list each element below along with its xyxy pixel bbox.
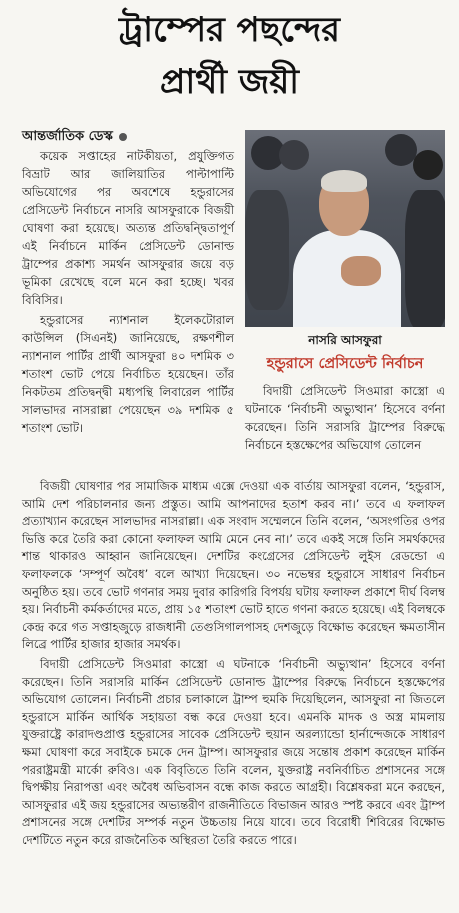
left-paragraph-2: হন্ডুরাসের ন্যাশনাল ইলেকটোরাল কাউন্সিল (সিএনই) জানিয়েছে, রক্ষণশীল ন্যাশনাল পার্টির প্রার্থী আসফুরা ৪০ দশমিক ৩ শতাংশ ভোট পেয়ে নির্বাচিত হয়েছেন। তাঁর নিকটতম প্রতিদ্বন্দ্বী মধ্যপন্থি লিবারেল পার্টির সালভাদর নাসরাল্লা পেয়েছেন ৩৯ দশমিক ৫ শতাংশ ভোট। <box>22 313 234 435</box>
photo-caption: নাসরি আসফুরা <box>308 333 382 347</box>
full-paragraph-1: বিজয়ী ঘোষণার পর সামাজিক মাধ্যম এক্সে দেওয়া এক বার্তায় আসফুরা বলেন, ‘হন্ডুরাস, আমি দেশ পরিচালনার জন্য প্রস্তুত। আমি আপনাদের হতাশ করব না।’ তবে এ ফলাফল প্রত্যাখ্যান করেছেন সালভাদর নাসরাল্লা। এক সংবাদ সম্মেলনে তিনি বলেন, ‘অসংগতির ওপর ভিত্তি করে তৈরি করা কোনো ফলাফল আমি মেনে নেব না।’ তবে একই সঙ্গে তিনি সমর্থকদের শান্ত থাকারও আহ্বান জানিয়েছেন। দেশটির কংগ্রেসের প্রেসিডেন্ট লুইস রেডন্ডো এ ফলাফলকে ‘সম্পূর্ণ অবৈধ’ বলে আখ্যা দিয়েছেন। ৩০ নভেম্বর হন্ডুরাসে সাধারণ নির্বাচন অনুষ্ঠিত হয়। তবে ভোট গণনার সময় দুবার কারিগরি বিপর্যয় ঘটায় ফলাফল প্রকাশে দীর্ঘ বিলম্ব হয়। নির্বাচনী কর্মকর্তাদের মতে, প্রায় ১৫ শতাংশ ভোট হাতে গণনা করতে হয়েছে। এই বিলম্বকে কেন্দ্র করে গত সপ্তাহজুড়ে রাজধানী তেগুসিগালপাসহ দেশজুড়ে বিক্ষোভ করেছেন ক্ষমতাসীন লিব্রে পার্টির হাজার হাজার সমর্থক। <box>22 479 445 652</box>
dept-label <box>22 127 127 148</box>
crowd-figure <box>413 150 443 180</box>
subheadline: হন্ডুরাসে প্রেসিডেন্ট নির্বাচন <box>266 356 424 372</box>
dept-text: আন্তর্জাতিক ডেস্ক <box>22 129 113 144</box>
man-hand <box>341 256 381 286</box>
crowd-figure <box>279 140 309 170</box>
crowd-figure <box>405 190 445 327</box>
headline-line-2: প্রার্থী জয়ী <box>160 62 299 102</box>
news-photo <box>245 130 445 327</box>
crowd-figure <box>385 134 417 166</box>
crowd-figure <box>245 190 289 310</box>
man-hair <box>321 170 367 192</box>
full-paragraph-2: বিদায়ী প্রেসিডেন্ট সিওমারা কাস্ত্রো এ ঘটনাকে ‘নির্বাচনী অভ্যুত্থান’ হিসেবে বর্ণনা করেছেন। তিনি সরাসরি মার্কিন প্রেসিডেন্ট ডোনাল্ড ট্রাম্পের বিরুদ্ধে নির্বাচনে হস্তক্ষেপের অভিযোগ তোলেন। নির্বাচনী প্রচার চলাকালে ট্রাম্প হুমকি দিয়েছিলেন, আসফুরা না জিতলে হন্ডুরাসে মার্কিন আর্থিক সহায়তা বন্ধ করে দেওয়া হবে। এমনকি মাদক ও অস্ত্র মামলায় যুক্তরাষ্ট্রে কারাদণ্ডপ্রাপ্ত হন্ডুরাসের সাবেক প্রেসিডেন্ট হুয়ান অরল্যান্ডো হার্নান্দেজকে সাধারণ ক্ষমা ঘোষণা করে সবাইকে চমকে দেন ট্রাম্প। আসফুরার জয়ে সন্তোষ প্রকাশ করেছেন মার্কিন পররাষ্ট্রমন্ত্রী মার্কো রুবিও। এক বিবৃতিতে তিনি বলেন, যুক্তরাষ্ট্র নবনির্বাচিত প্রশাসনের সঙ্গে দ্বিপক্ষীয় নিরাপত্তা এবং অবৈধ অভিবাসন বন্ধে কাজ করতে আগ্রহী। বিশ্লেষকরা মনে করছেন, আসফুরার এই জয় হন্ডুরাসের অভ্যন্তরীণ রাজনীতিতে বিভাজন আরও স্পষ্ট করবে এবং ট্রাম্প প্রশাসনের সঙ্গে দেশটির সম্পর্ক নতুন উচ্চতায় নিয়ে যাবে। তবে বিরোধী শিবিরের বিক্ষোভ দেশটিতে নতুন করে রাজনৈতিক অস্থিরতা তৈরি করতে পারে। <box>22 656 445 847</box>
full-width-body <box>22 478 445 849</box>
headline <box>0 4 459 108</box>
right-column <box>245 382 445 454</box>
left-column <box>22 147 234 437</box>
right-paragraph-1: বিদায়ী প্রেসিডেন্ট সিওমারা কাস্ত্রো এ ঘটনাকে ‘নির্বাচনী অভ্যুত্থান’ হিসেবে বর্ণনা করেছেন। তিনি সরাসরি ট্রাম্পের বিরুদ্ধে নির্বাচনে হস্তক্ষেপের অভিযোগ তোলেন <box>245 384 445 452</box>
left-paragraph-1: কয়েক সপ্তাহের নাটকীয়তা, প্রযুক্তিগত বিভ্রাট আর জালিয়াতির পাল্টাপাল্টি অভিযোগের পর অবশেষে হন্ডুরাসের প্রেসিডেন্ট নির্বাচনে নাসরি আসফুরাকে বিজয়ী ঘোষণা করা হয়েছে। অত্যন্ত প্রতিদ্বন্দ্বিতাপূর্ণ এই নির্বাচনে মার্কিন প্রেসিডেন্ট ডোনাল্ড ট্রাম্পের প্রকাশ্য সমর্থন আসফুরার জয়ে বড় ভূমিকা রেখেছে বলে মনে করা হচ্ছে। খবর বিবিসির। <box>22 149 234 307</box>
bullet-dot-icon <box>119 133 127 141</box>
headline-line-1: ট্রাম্পের পছন্দের <box>119 10 340 50</box>
